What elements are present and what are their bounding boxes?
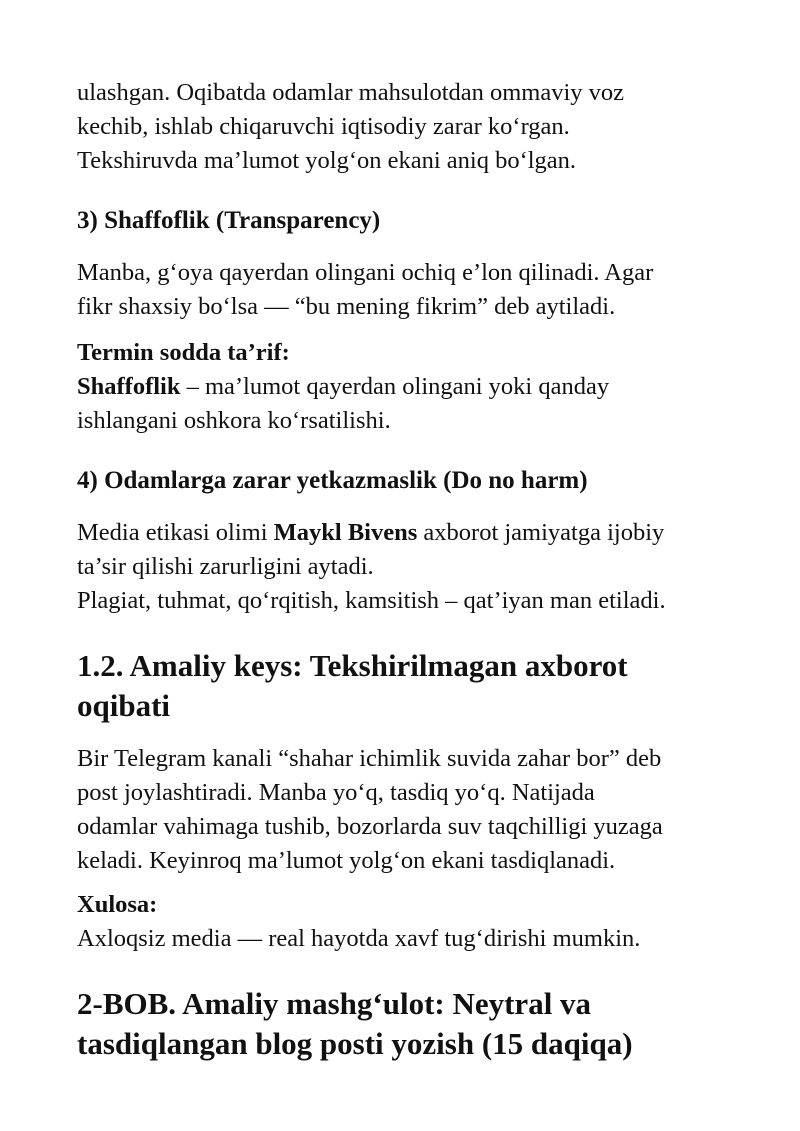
section-3-heading: 3) Shaffoflik (Transparency) bbox=[77, 207, 381, 234]
conclusion bbox=[77, 888, 737, 956]
document-page bbox=[77, 76, 737, 1064]
section-3-line-1: Manba, g‘oya qayerdan olingani ochiq e’lon qilinadi. Agar bbox=[77, 259, 654, 286]
section-3-line-2: fikr shaxsiy bo‘lsa — “bu mening fikrim” deb aytiladi. bbox=[77, 293, 616, 320]
case-line-4: keladi. Keyinroq ma’lumot yolg‘on ekani tasdiqlanadi. bbox=[77, 847, 616, 874]
term-rest: – ma’lumot qayerdan olingani yoki qanday bbox=[180, 373, 610, 400]
intro-line-1: ulashgan. Oqibatda odamlar mahsulotdan ommaviy voz bbox=[77, 79, 625, 106]
term-label: Termin sodda ta’rif: bbox=[77, 339, 290, 366]
term-definition bbox=[77, 336, 737, 438]
term-line-2: ishlangani oshkora ko‘rsatilishi. bbox=[77, 407, 391, 434]
section-4-paragraph bbox=[77, 516, 737, 618]
intro-paragraph bbox=[77, 76, 737, 178]
case-line-1: Bir Telegram kanali “shahar ichimlik suvida zahar bor” deb bbox=[77, 745, 662, 772]
intro-line-2: kechib, ishlab chiqaruvchi iqtisodiy zarar ko‘rgan. bbox=[77, 113, 570, 140]
case-heading bbox=[77, 646, 737, 726]
case-heading-line-1: 1.2. Amaliy keys: Tekshirilmagan axborot bbox=[77, 648, 628, 683]
conclusion-text: Axloqsiz media — real hayotda xavf tug‘dirishi mumkin. bbox=[77, 925, 641, 952]
intro-line-3: Tekshiruvda ma’lumot yolg‘on ekani aniq bo‘lgan. bbox=[77, 147, 577, 174]
case-line-3: odamlar vahimaga tushib, bozorlarda suv taqchilligi yuzaga bbox=[77, 813, 663, 840]
conclusion-label: Xulosa: bbox=[77, 891, 158, 918]
chapter-2-heading bbox=[77, 984, 737, 1064]
author-name: Maykl Bivens bbox=[273, 519, 418, 546]
section-4-line-2: ta’sir qilishi zarurligini aytadi. bbox=[77, 553, 374, 580]
section-4-heading: 4) Odamlarga zarar yetkazmaslik (Do no harm) bbox=[77, 467, 588, 494]
section-4-line-1-after: axborot jamiyatga ijobiy bbox=[417, 519, 665, 546]
term-line-1 bbox=[77, 370, 737, 404]
section-4-line-1-before: Media etikasi olimi bbox=[77, 519, 274, 546]
case-heading-line-2: oqibati bbox=[77, 688, 171, 723]
term-word: Shaffoflik bbox=[77, 373, 181, 400]
chapter-2-heading-line-1: 2-BOB. Amaliy mashg‘ulot: Neytral va bbox=[77, 986, 592, 1021]
case-line-2: post joylashtiradi. Manba yo‘q, tasdiq yo‘q. Natijada bbox=[77, 779, 595, 806]
section-4-line-1 bbox=[77, 516, 737, 550]
section-4-line-3: Plagiat, tuhmat, qo‘rqitish, kamsitish – qat’iyan man etiladi. bbox=[77, 587, 666, 614]
case-paragraph bbox=[77, 742, 737, 878]
chapter-2-heading-line-2: tasdiqlangan blog posti yozish (15 daqiqa) bbox=[77, 1026, 633, 1061]
section-3-paragraph bbox=[77, 256, 737, 324]
